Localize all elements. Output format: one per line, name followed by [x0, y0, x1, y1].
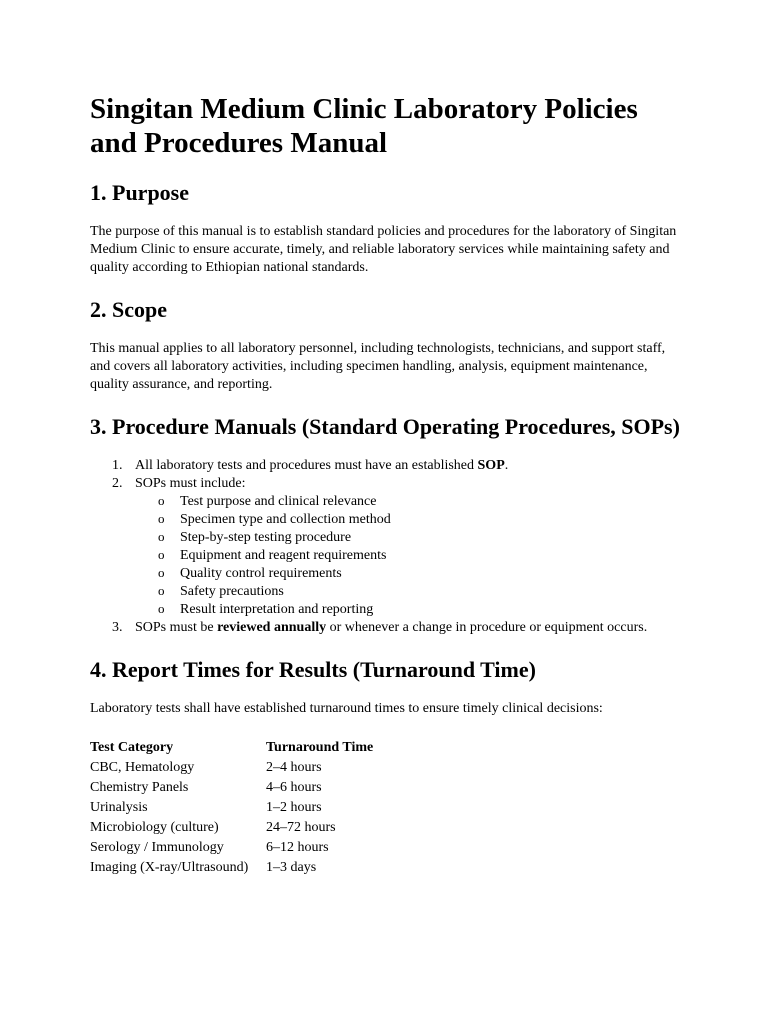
table-row [90, 858, 406, 878]
table-header-turnaround-time: Turnaround Time [266, 740, 374, 755]
turnaround-table [90, 738, 406, 878]
sop-item-bold: reviewed annually [217, 620, 327, 635]
sop-sublist [135, 493, 680, 619]
sop-item-bold: SOP [477, 458, 505, 473]
bullet-marker: o [158, 511, 165, 526]
turnaround-intro: Laboratory tests shall have established turnaround times to ensure timely clinical decisions: [90, 701, 603, 716]
sop-item-text: SOPs must include: [135, 476, 246, 491]
sop-subitem-text: Step-by-step testing procedure [180, 530, 352, 545]
sop-item-text: . [504, 458, 509, 473]
table-row [90, 758, 406, 778]
sop-subitem [135, 547, 680, 565]
sop-list-item [90, 619, 680, 637]
sop-subitem-text: Quality control requirements [180, 566, 342, 581]
table-body [90, 758, 406, 878]
sop-subitem-text: Test purpose and clinical relevance [180, 494, 377, 509]
list-number: 2. [112, 476, 123, 491]
table-row [90, 818, 406, 838]
section-heading-scope: 2. Scope [90, 297, 167, 322]
table-header-test-category: Test Category [90, 740, 174, 755]
sop-list-item [90, 475, 680, 619]
section-heading-turnaround: 4. Report Times for Results (Turnaround Time) [90, 657, 536, 682]
table-cell-turnaround-time: 1–3 days [266, 860, 317, 875]
table-cell-test-category: Urinalysis [90, 800, 148, 815]
bullet-marker: o [158, 565, 165, 580]
sop-subitem-text: Result interpretation and reporting [180, 602, 374, 617]
sop-subitem [135, 493, 680, 511]
sop-item-text: All laboratory tests and procedures must have an established [135, 458, 478, 473]
table-row [90, 778, 406, 798]
sop-subitem [135, 601, 680, 619]
sop-list-item [90, 457, 680, 475]
table-cell-turnaround-time: 6–12 hours [266, 840, 329, 855]
table-cell-turnaround-time: 4–6 hours [266, 780, 322, 795]
sop-list [90, 457, 678, 637]
bullet-marker: o [158, 601, 165, 616]
table-cell-test-category: Imaging (X-ray/Ultrasound) [90, 860, 249, 875]
sop-subitem [135, 583, 680, 601]
table-row [90, 798, 406, 818]
sop-subitem-text: Safety precautions [180, 584, 284, 599]
bullet-marker: o [158, 529, 165, 544]
table-row [90, 838, 406, 858]
bullet-marker: o [158, 493, 165, 508]
table-cell-turnaround-time: 1–2 hours [266, 800, 322, 815]
sop-subitem-text: Equipment and reagent requirements [180, 548, 387, 563]
table-cell-turnaround-time: 24–72 hours [266, 820, 336, 835]
bullet-marker: o [158, 547, 165, 562]
sop-subitem-text: Specimen type and collection method [180, 512, 391, 527]
section-heading-purpose: 1. Purpose [90, 180, 189, 205]
table-header-row [90, 738, 406, 758]
bullet-marker: o [158, 583, 165, 598]
table-cell-turnaround-time: 2–4 hours [266, 760, 322, 775]
sop-item-text: SOPs must be [135, 620, 218, 635]
document-title: Singitan Medium Clinic Laboratory Policies and Procedures Manual [90, 93, 638, 159]
sop-subitem [135, 511, 680, 529]
purpose-paragraph: The purpose of this manual is to establish standard policies and procedures for the laboratory of Singitan Medium Clinic to ensure accurate, timely, and reliable laboratory services while maintaining safety and quality according to Ethiopian national standards. [90, 224, 677, 275]
sop-subitem [135, 565, 680, 583]
section-heading-sops: 3. Procedure Manuals (Standard Operating Procedures, SOPs) [90, 414, 680, 439]
table-cell-test-category: Microbiology (culture) [90, 820, 219, 835]
table-cell-test-category: CBC, Hematology [90, 760, 195, 775]
list-number: 1. [112, 458, 123, 473]
sop-item-text: or whenever a change in procedure or equipment occurs. [326, 620, 648, 635]
list-number: 3. [112, 620, 123, 635]
table-cell-test-category: Chemistry Panels [90, 780, 189, 795]
sop-subitem [135, 529, 680, 547]
table-cell-test-category: Serology / Immunology [90, 840, 224, 855]
scope-paragraph: This manual applies to all laboratory personnel, including technologists, technicians, and support staff, and covers all laboratory activities, including specimen handling, analysis, equipment maintenance, quality assurance, and reporting. [90, 341, 666, 392]
